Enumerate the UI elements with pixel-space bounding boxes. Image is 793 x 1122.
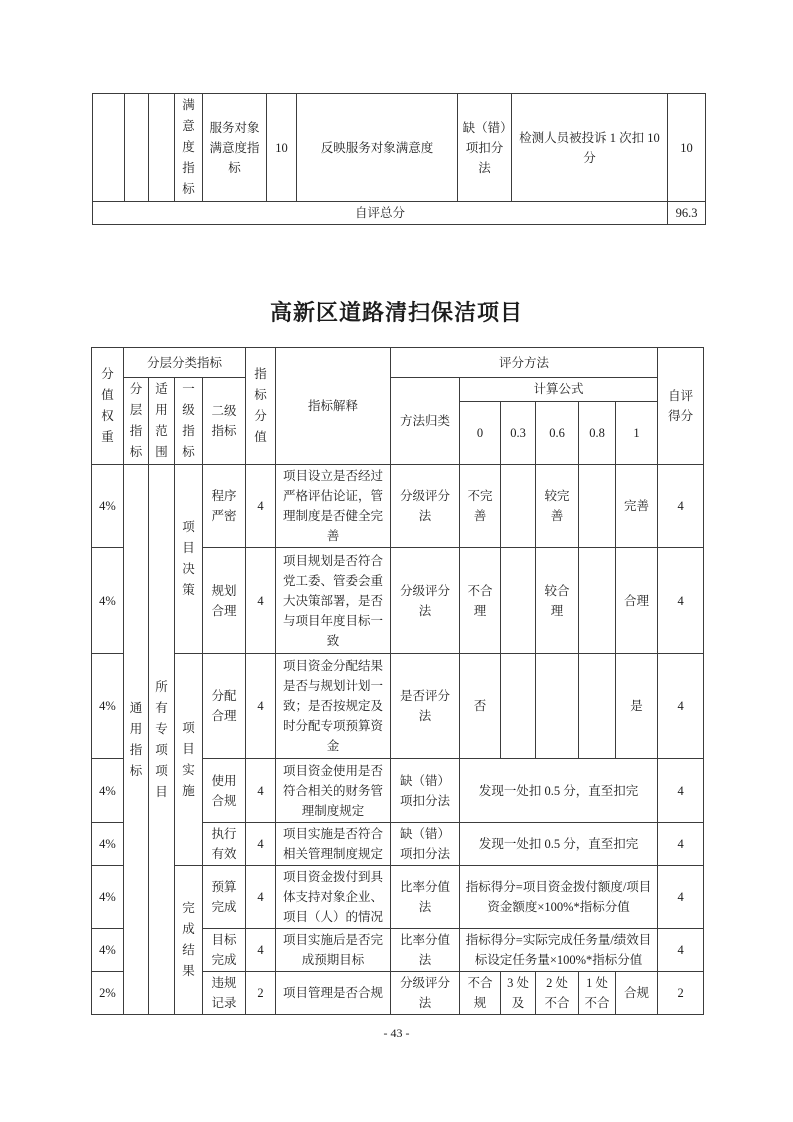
scale-cell — [501, 972, 536, 1015]
cell-weight: 4% — [92, 866, 124, 929]
header-layer — [124, 378, 149, 465]
cell-method — [391, 823, 460, 866]
cell-points: 4 — [246, 823, 276, 866]
cell-self-score: 4 — [658, 866, 704, 929]
cell-explanation: 项目资金分配结果是否与规划计划一致；是否按规定及时分配专项预算资金 — [276, 654, 391, 759]
scale-cell — [536, 548, 579, 654]
cell-level1-implementation — [175, 654, 203, 866]
total-row — [93, 202, 706, 225]
cell-formula: 发现一处扣 0.5 分，直至扣完 — [460, 759, 658, 823]
cell-total-value: 96.3 — [668, 202, 706, 225]
scale-cell — [536, 972, 579, 1015]
header-scoring-group: 评分方法 — [391, 348, 658, 378]
cell-method — [391, 548, 460, 654]
scale-cell: 合理 — [616, 548, 658, 654]
cell-level2 — [203, 972, 246, 1015]
cell-weight: 4% — [92, 654, 124, 759]
vertical-label: 满意度指标 — [182, 98, 195, 196]
scale-cell — [536, 465, 579, 548]
cell-explanation: 项目资金使用是否符合相关的财务管理制度规定 — [276, 759, 391, 823]
cell-explanation: 项目实施后是否完成预期目标 — [276, 929, 391, 972]
cell-points: 4 — [246, 654, 276, 759]
header-row — [92, 378, 704, 402]
label: 较完善 — [544, 489, 570, 523]
empty-cell — [93, 94, 125, 202]
cell-points: 10 — [267, 94, 297, 202]
cell-self-score: 4 — [658, 823, 704, 866]
header-weight — [92, 348, 124, 465]
vertical-label: 完成结果 — [182, 901, 195, 978]
cell-explanation: 项目实施是否符合相关管理制度规定 — [276, 823, 391, 866]
page-number: - 43 - — [383, 1026, 410, 1040]
cell-explanation: 项目设立是否经过严格评估论证，管理制度是否健全完善 — [276, 465, 391, 548]
cell-self-score: 4 — [658, 465, 704, 548]
scale-cell — [579, 548, 616, 654]
scale-cell — [501, 465, 536, 548]
cell-level2-indicator — [175, 94, 203, 202]
cell-level2 — [203, 548, 246, 654]
cell-indicator-name: 服务对象满意度指标 — [203, 94, 267, 202]
cell-self-score: 4 — [658, 929, 704, 972]
cell-explanation: 项目资金拨付到具体支持对象企业、项目（人）的情况 — [276, 866, 391, 929]
header-formula-group: 计算公式 — [460, 378, 658, 402]
scale-cell — [501, 654, 536, 759]
label: 预算完成 — [211, 880, 237, 914]
vertical-label: 项目决策 — [182, 520, 195, 597]
header-points — [246, 348, 276, 465]
cell-total-label: 自评总分 — [93, 202, 668, 225]
cell-level1-result — [175, 866, 203, 1015]
scale-cell: 合规 — [616, 972, 658, 1015]
cell-points: 4 — [246, 759, 276, 823]
label: 不合理 — [467, 583, 493, 618]
vertical-label: 所有专项项目 — [155, 679, 168, 799]
cell-level2 — [203, 759, 246, 823]
cell-method — [391, 759, 460, 823]
empty-cell — [125, 94, 149, 202]
table-row — [93, 94, 706, 202]
cell-method — [391, 866, 460, 929]
label: 使用合规 — [211, 773, 237, 808]
label: 分级评分法 — [400, 976, 451, 1010]
vertical-label: 项目实施 — [182, 720, 195, 798]
cell-method — [391, 972, 460, 1015]
label: 比率分值法 — [400, 880, 451, 914]
cell-formula: 检测人员被投诉 1 次扣 10 分 — [512, 94, 668, 202]
table-row — [92, 654, 704, 759]
cell-method — [391, 929, 460, 972]
label: 目标完成 — [211, 933, 237, 967]
scale-cell: 是 — [616, 654, 658, 759]
cell-explanation: 项目规划是否符合党工委、管委会重大决策部署，是否与项目年度目标一致 — [276, 548, 391, 654]
header-scale-1: 1 — [616, 401, 658, 464]
label: 2 处不合 — [544, 976, 570, 1010]
scale-cell — [536, 654, 579, 759]
cell-weight: 4% — [92, 823, 124, 866]
vertical-label: 分值权重 — [101, 367, 114, 444]
scale-cell — [460, 465, 501, 548]
scale-cell — [460, 972, 501, 1015]
cell-method: 缺（错）项扣分法 — [458, 94, 512, 202]
header-scope — [149, 378, 175, 465]
cell-points: 4 — [246, 866, 276, 929]
scale-cell — [501, 548, 536, 654]
header-scale-08: 0.8 — [579, 401, 616, 464]
scale-cell — [579, 972, 616, 1015]
cell-explanation: 反映服务对象满意度 — [297, 94, 458, 202]
cell-level2 — [203, 654, 246, 759]
vertical-label: 指标分值 — [254, 367, 267, 444]
cell-formula: 指标得分=项目资金拨付额度/项目资金额度×100%*指标分值 — [460, 866, 658, 929]
label: 较合理 — [544, 583, 570, 618]
label: 不完善 — [467, 489, 493, 523]
cell-formula: 指标得分=实际完成任务量/绩效目标设定任务量×100%*指标分值 — [460, 929, 658, 972]
cell-weight: 4% — [92, 548, 124, 654]
cell-points: 2 — [246, 972, 276, 1015]
cell-level2 — [203, 866, 246, 929]
label: 分配合理 — [211, 689, 237, 723]
header-level1 — [175, 378, 203, 465]
header-explanation: 指标解释 — [276, 348, 391, 465]
header-scale-0: 0 — [460, 401, 501, 464]
scale-cell — [579, 654, 616, 759]
scale-cell — [579, 465, 616, 548]
cell-weight: 2% — [92, 972, 124, 1015]
empty-cell — [149, 94, 175, 202]
cell-points: 4 — [246, 465, 276, 548]
label: 不合规 — [467, 976, 493, 1010]
label: 执行有效 — [211, 827, 237, 861]
cell-weight: 4% — [92, 929, 124, 972]
cell-formula: 发现一处扣 0.5 分，直至扣完 — [460, 823, 658, 866]
vertical-label: 通用指标 — [129, 700, 143, 778]
cell-self-score: 4 — [658, 654, 704, 759]
scale-cell — [460, 548, 501, 654]
cell-points: 4 — [246, 548, 276, 654]
cell-method — [391, 654, 460, 759]
cell-self-score: 10 — [668, 94, 706, 202]
scale-cell: 完善 — [616, 465, 658, 548]
cell-weight: 4% — [92, 465, 124, 548]
label: 缺（错）项扣分法 — [400, 773, 451, 808]
main-table — [91, 347, 704, 1015]
header-scale-03: 0.3 — [501, 401, 536, 464]
header-row — [92, 348, 704, 378]
table-row — [92, 465, 704, 548]
label: 比率分值法 — [400, 933, 451, 967]
cell-points: 4 — [246, 929, 276, 972]
vertical-label: 分层指标 — [129, 382, 143, 459]
vertical-label: 一级指标 — [182, 382, 195, 459]
cell-method — [391, 465, 460, 548]
page-title: 高新区道路清扫保洁项目 — [269, 300, 523, 325]
header-hierarchy-group: 分层分类指标 — [124, 348, 246, 378]
label: 是否评分法 — [400, 689, 451, 723]
top-table — [92, 93, 706, 225]
label: 程序严密 — [211, 489, 237, 523]
label: 分级评分法 — [400, 489, 451, 523]
label: 自评得分 — [668, 389, 694, 423]
cell-explanation: 项目管理是否合规 — [276, 972, 391, 1015]
cell-self-score: 4 — [658, 548, 704, 654]
header-level2 — [203, 378, 246, 465]
cell-level2 — [203, 823, 246, 866]
scale-cell: 否 — [460, 654, 501, 759]
cell-scope-indicator — [149, 465, 175, 1015]
cell-level2 — [203, 929, 246, 972]
label: 缺（错）项扣分法 — [400, 827, 451, 861]
cell-layer-indicator — [124, 465, 149, 1015]
cell-self-score: 2 — [658, 972, 704, 1015]
label: 二级指标 — [211, 404, 237, 438]
label: 规划合理 — [211, 583, 237, 618]
label: 违规记录 — [211, 976, 237, 1010]
label: 3 处及 — [507, 976, 529, 1010]
cell-level1-decision — [175, 465, 203, 654]
header-self-score — [658, 348, 704, 465]
cell-self-score: 4 — [658, 759, 704, 823]
header-scale-06: 0.6 — [536, 401, 579, 464]
table-row — [92, 866, 704, 929]
vertical-label: 适用范围 — [155, 382, 168, 459]
cell-weight: 4% — [92, 759, 124, 823]
label: 1 处不合 — [584, 976, 610, 1010]
header-method: 方法归类 — [391, 378, 460, 465]
label: 分级评分法 — [400, 583, 451, 618]
cell-level2 — [203, 465, 246, 548]
